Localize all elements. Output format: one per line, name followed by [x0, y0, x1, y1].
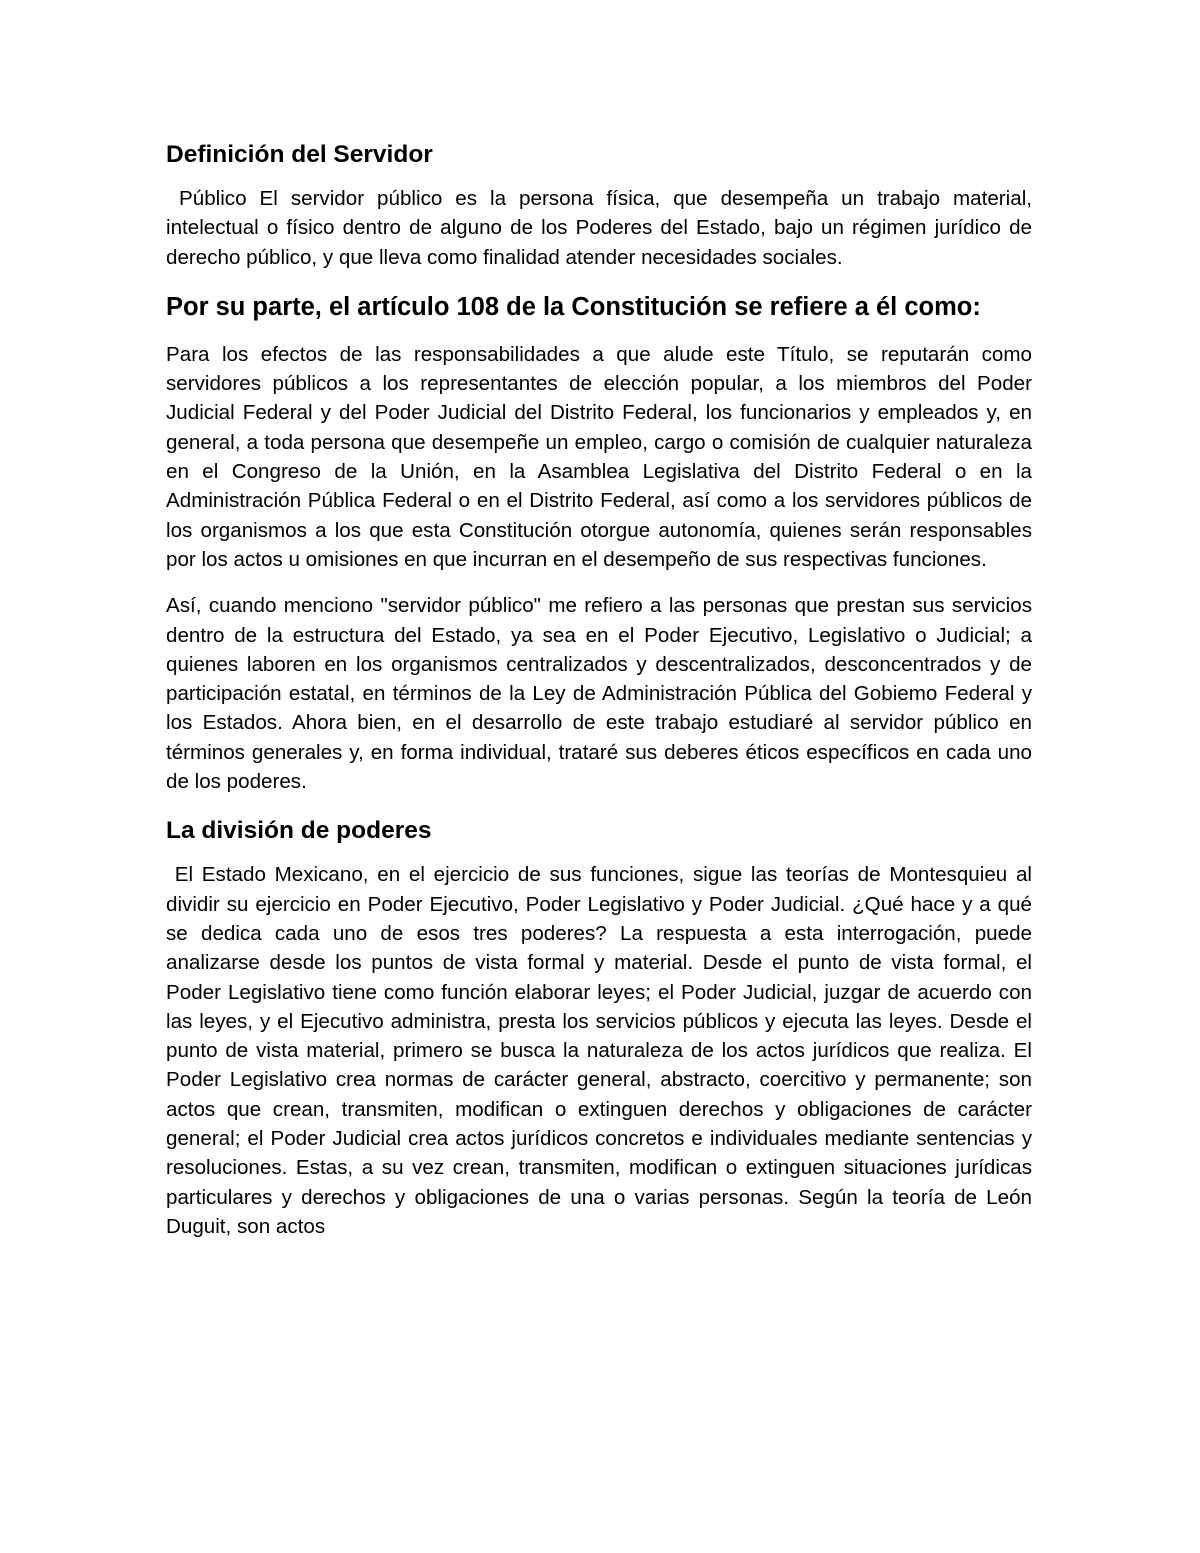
heading-articulo-108: Por su parte, el artículo 108 de la Constitución se refiere a él como: — [166, 292, 981, 321]
heading-division-poderes: La división de poderes — [166, 817, 432, 845]
paragraph-servidor-publico: Así, cuando menciono "servidor público" me refiero a las personas que prestan sus servicios dentro de la estructura del Estado, ya sea en el Poder Ejecutivo, Legislativo o Judicial; a quienes laboren en los organismos centralizados y descentralizados, desconcentrados y de participación estatal, en términos de la Ley de Administración Pública del Gobiemo Federal y los Estados. Ahora bien, en el desarrollo de este trabajo estudiaré al servidor público en términos generales y, en forma individual, trataré sus deberes éticos específicos en cada uno de los poderes. — [166, 594, 1032, 794]
paragraph-articulo-108: Para los efectos de las responsabilidades a que alude este Título, se reputarán como servidores públicos a los representantes de elección popular, a los miembros del Poder Judicial Federal y del Poder Judicial del Distrito Federal, los funcionarios y empleados y, en general, a toda persona que desempeñe un empleo, cargo o comisión de cualquier naturaleza en el Congreso de la Unión, en la Asamblea Legislativa del Distrito Federal o en la Administración Pública Federal o en el Distrito Federal, así como a los servidores públicos de los organismos a los que esta Constitución otorgue autonomía, quienes serán responsables por los actos u omisiones en que incurran en el desempeño de sus respectivas funciones. — [166, 342, 1032, 571]
document-body — [166, 138, 1038, 1241]
paragraph-division-poderes: El Estado Mexicano, en el ejercicio de sus funciones, sigue las teorías de Montesquieu al dividir su ejercicio en Poder Ejecutivo, Poder Legislativo y Poder Judicial. ¿Qué hace y a qué se dedica cada uno de esos tres poderes? La respuesta a esta interrogación, puede analizarse desde los puntos de vista formal y material. Desde el punto de vista formal, el Poder Legislativo tiene como función elaborar leyes; el Poder Judicial, juzgar de acuerdo con las leyes, y el Ejecutivo administra, presta los servicios públicos y ejecuta las leyes. Desde el punto de vista material, primero se busca la naturaleza de los actos jurídicos que realiza. El Poder Legislativo crea normas de carácter general, abstracto, coercitivo y permanente; son actos que crean, transmiten, modifican o extinguen derechos y obligaciones de carácter general; el Poder Judicial crea actos jurídicos concretos e individuales mediante sentencias y resoluciones. Estas, a su vez crean, transmiten, modifican o extinguen situaciones jurídicas particulares y derechos y obligaciones de una o varias personas. Según la teoría de León Duguit, son actos — [166, 863, 1038, 1238]
paragraph-definicion: Público El servidor público es la persona física, que desempeña un trabajo material, intelectual o físico dentro de alguno de los Poderes del Estado, bajo un régimen jurídico de derecho público, y que lleva como finalidad atender necesidades sociales. — [166, 187, 1038, 269]
heading-definicion-servidor: Definición del Servidor — [166, 141, 433, 168]
